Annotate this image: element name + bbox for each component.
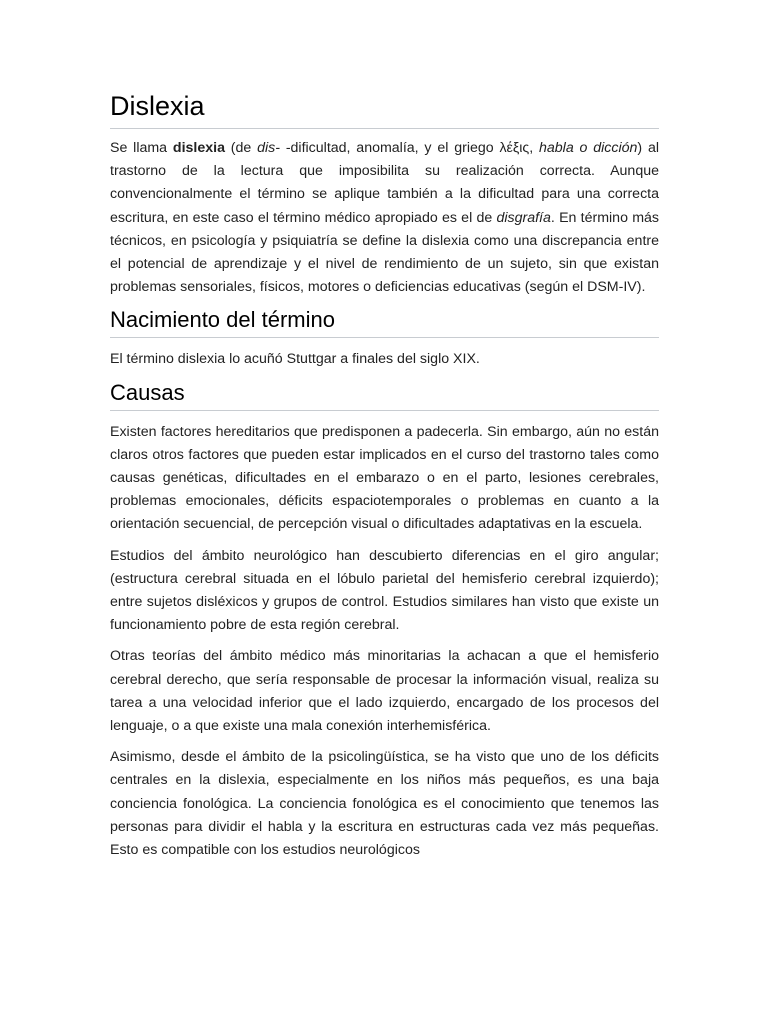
section-causas: [110, 378, 659, 863]
intro-text-3: -dificultad, anomalía, y el griego λέξις,: [280, 140, 539, 156]
intro-text-5: . En término más técnicos, en psicología y psiquiatría se define la dislexia como una discrepancia entre el potencial de aprendizaje y el nivel de rendimiento de un sujeto, sin que existan problemas sensoriales, físicos, motores o deficiencias educativas (según el DSM-IV).: [110, 209, 659, 296]
intro-text-1: Se llama: [110, 140, 173, 156]
intro-text-4: ) al trastorno de la lectura que imposibilita su realización correcta. Aunque convencionalmente el término se aplique también a la dificultad para una correcta escritura, en este caso el término médico apropiado es el de: [110, 140, 660, 226]
section-paragraph: Otras teorías del ámbito médico más minoritarias la achacan a que el hemisferio cerebral derecho, que sería responsable de procesar la información visual, realiza su tarea a una velocidad inferior que el lado izquierdo, encargado de los procesos del lenguaje, o a que existe una mala conexión interhemisférica.: [110, 648, 659, 735]
intro-text-2: (de: [224, 140, 258, 156]
section-paragraph: Asimismo, desde el ámbito de la psicolingüística, se ha visto que uno de los déficits centrales en la dislexia, especialmente en los niños más pequeños, es una baja conciencia fonológica. La conciencia fonológica es el conocimiento que tenemos las personas para dividir el habla y la escritura en estructuras cada vez más pequeñas. Esto es compatible con los estudios neurológicos: [110, 749, 659, 859]
section-paragraph: Existen factores hereditarios que predisponen a padecerla. Sin embargo, aún no están claros otros factores que pueden estar implicados en el curso del trastorno tales como causas genéticas, dificultades en el embarazo o en el parto, lesiones cerebrales, problemas emocionales, déficits espaciotemporales o problemas en cuanto a la orientación secuencial, de percepción visual o dificultades adaptativas en la escuela.: [110, 423, 659, 533]
term-dislexia: dislexia: [172, 140, 225, 156]
section-heading: Nacimiento del término: [110, 305, 659, 338]
section-paragraph: El término dislexia lo acuñó Stuttgar a finales del siglo XIX.: [110, 351, 480, 368]
section-nacimiento: [110, 305, 659, 371]
greek-meaning: habla o dicción: [539, 140, 638, 156]
page-title: Dislexia: [110, 88, 659, 129]
section-paragraph: Estudios del ámbito neurológico han descubierto diferencias en el giro angular; (estructura cerebral situada en el lóbulo parietal del hemisferio cerebral izquierdo); entre sujetos disléxicos y grupos de control. Estudios similares han visto que existe un funcionamiento pobre de esta región cerebral.: [110, 547, 659, 634]
intro-paragraph: [110, 137, 659, 299]
prefix-dis: dis-: [257, 140, 280, 156]
term-disgrafia: disgrafía: [496, 209, 551, 226]
section-heading: Causas: [110, 378, 659, 411]
article-content: [110, 88, 659, 870]
